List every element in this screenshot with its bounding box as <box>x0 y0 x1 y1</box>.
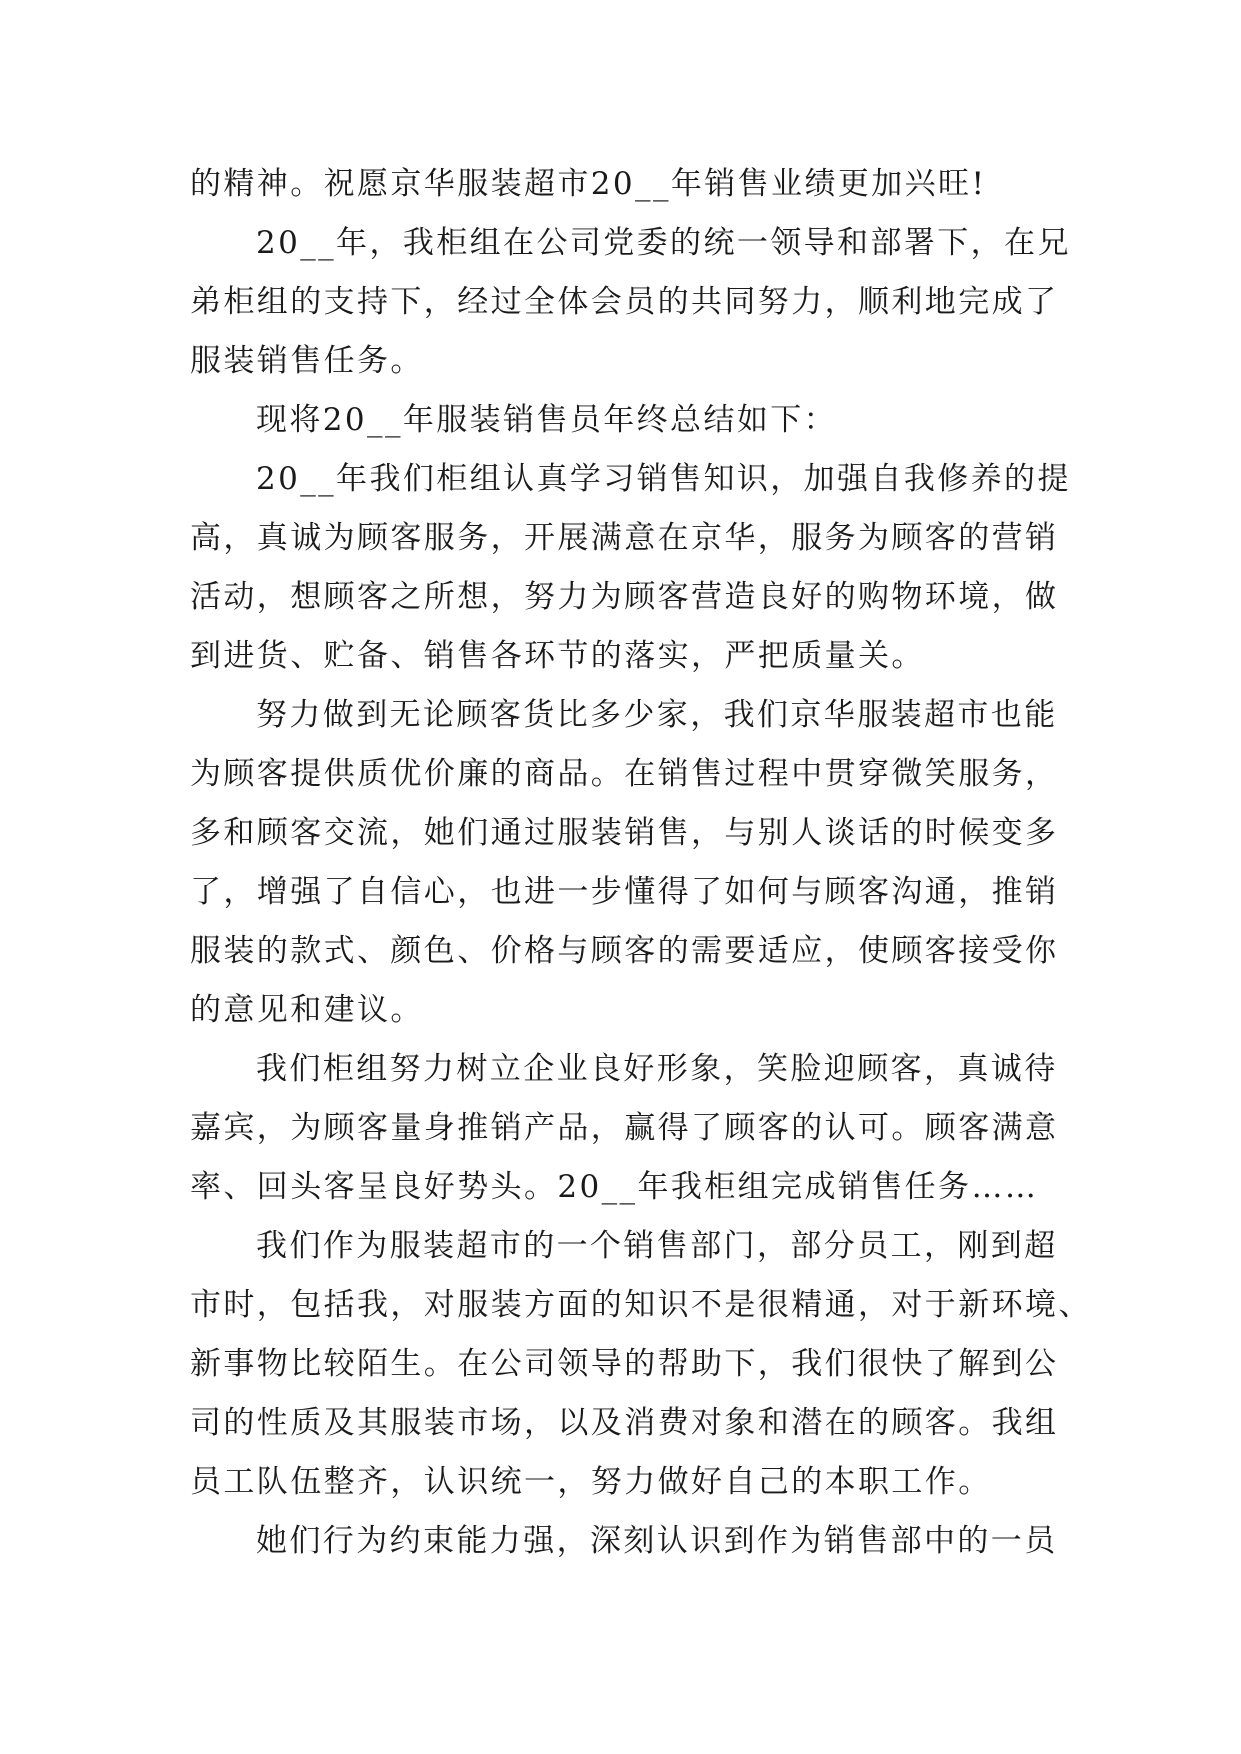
text-line: 我们柜组努力树立企业良好形象，笑脸迎顾客，真诚待 <box>256 1051 1058 1087</box>
text-line: 新事物比较陌生。在公司领导的帮助下，我们很快了解到公 <box>190 1346 1059 1382</box>
text-line: 我们作为服装超市的一个销售部门，部分员工，刚到超 <box>256 1228 1058 1264</box>
text-line: 的精神。祝愿京华服装超市20__年销售业绩更加兴旺! <box>190 166 987 202</box>
text-line: 的意见和建议。 <box>190 992 424 1028</box>
text-line: 员工队伍整齐，认识统一，努力做好自己的本职工作。 <box>190 1464 992 1500</box>
text-line: 为顾客提供质优价廉的商品。在销售过程中贯穿微笑服务， <box>190 756 1059 792</box>
text-line: 弟柜组的支持下，经过全体会员的共同努力，顺利地完成了 <box>190 284 1059 320</box>
text-line: 20__年，我柜组在公司党委的统一领导和部署下，在兄 <box>256 225 1071 261</box>
text-line: 现将20__年服装销售员年终总结如下： <box>256 402 838 438</box>
text-line: 到进货、贮备、销售各环节的落实，严把质量关。 <box>190 638 925 674</box>
text-line: 活动，想顾客之所想，努力为顾客营造良好的购物环境，做 <box>190 579 1059 615</box>
text-line: 率、回头客呈良好势头。20__年我柜组完成销售任务…… <box>190 1169 1039 1205</box>
text-line: 嘉宾，为顾客量身推销产品，赢得了顾客的认可。顾客满意 <box>190 1110 1059 1146</box>
text-line: 了，增强了自信心，也进一步懂得了如何与顾客沟通，推销 <box>190 874 1059 910</box>
text-line: 20__年我们柜组认真学习销售知识，加强自我修养的提 <box>256 461 1071 497</box>
text-line: 高，真诚为顾客服务，开展满意在京华，服务为顾客的营销 <box>190 520 1059 556</box>
text-line: 服装销售任务。 <box>190 343 424 379</box>
text-line: 多和顾客交流，她们通过服装销售，与别人谈话的时候变多 <box>190 815 1059 851</box>
text-line: 市时，包括我，对服装方面的知识不是很精通，对于新环境、 <box>190 1287 1092 1323</box>
text-line: 努力做到无论顾客货比多少家，我们京华服装超市也能 <box>256 697 1058 733</box>
text-line: 司的性质及其服装市场，以及消费对象和潜在的顾客。我组 <box>190 1405 1059 1441</box>
text-line: 服装的款式、颜色、价格与顾客的需要适应，使顾客接受你 <box>190 933 1059 969</box>
document-body <box>190 155 1092 1571</box>
text-line: 她们行为约束能力强，深刻认识到作为销售部中的一员 <box>256 1523 1058 1559</box>
